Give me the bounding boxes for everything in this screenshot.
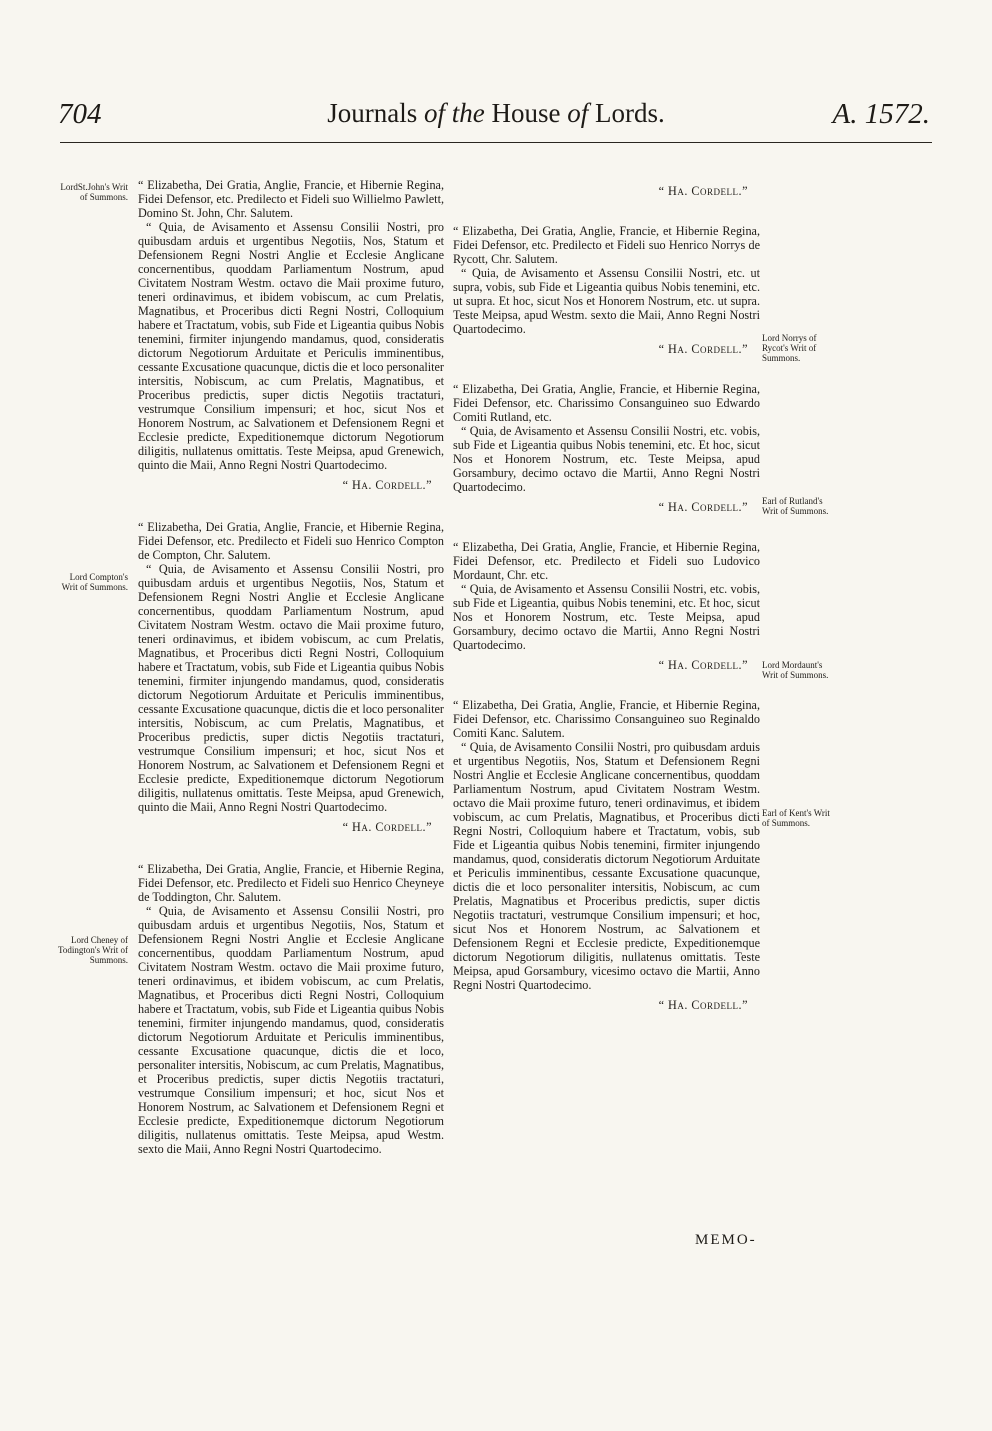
writ-body: “ Quia, de Avisamento et Assensu Consilii Nostri, pro quibusdam arduis et urgentibus Negotiis, Nos, Statum et Defensionem Regni Nostri Anglie et Ecclesie Anglicane concernentibus, quoddam Parliamentum Nostrum, apud Civitatem Nostram Westm. octavo die Maii proxime futuro, teneri ordinavimus, et ibidem vobiscum, ac cum Prelatis, Magnatibus, et Proceribus dicti Regni Nostri, Colloquium habere et Tractatum, vobis, sub Fide et Ligeantia quibus Nobis tenemini, firmiter injungendo mandamus, quod, consideratis dictorum Negotiorum Arduitate et Periculis imminentibus, cessante Excusatione quacunque, dictis die et loco personaliter intersitis, Nobiscum, ac cum Prelatis, Magnatibus, et Proceribus predictis, super dictis Negotiis tractaturi, vestrumque Consilium impensuri; et hoc, sicut Nos et Honorem Nostrum, ac Salvationem et Defensionem Regni et Ecclesie predicte, Expeditionemque dictorum Negotiorum diligitis, nullatenus omittatis. Teste Meipsa, apud Grenewich, quinto die Maii, Anno Regni Nostri Quartodecimo.	[138, 562, 444, 814]
writ-body: “ Quia, de Avisamento et Assensu Consilii Nostri, pro quibusdam arduis et urgentibus Negotiis, Nos, Statum et Defensionem Regni Nostri Anglie et Ecclesie Anglicane concernentibus, quoddam Parliamentum Nostrum, apud Civitatem Nostram Westm. octavo die Maii proxime futuro, teneri ordinavimus, et ibidem vobiscum, ac cum Prelatis, Magnatibus, et Proceribus dicti Regni Nostri, Colloquium habere et Tractatum, vobis, sub Fide et Ligeantia quibus Nobis tenemini, firmiter injungendo mandamus, quod, consideratis dictorum Negotiorum Arduitate et Periculis imminentibus, cessante Excusatione quacunque, dictis die et loco personaliter intersitis, Nobiscum, ac cum Prelatis, Magnatibus, et Proceribus predictis, super dictis Negotiis tractaturi, vestrumque Consilium impensuri; et hoc, sicut Nos et Honorem Nostrum, ac Salvationem et Defensionem Regni et Ecclesie predicte, Expeditionemque dictorum Negotiorum diligitis, nullatenus omittatis. Teste Meipsa, apud Grenewich, quinto die Maii, Anno Regni Nostri Quartodecimo.	[138, 220, 444, 472]
margin-note: Earl of Rutland's Writ of Summons.	[762, 496, 829, 516]
title-word: Journals	[327, 98, 418, 128]
writ-norrys	[453, 224, 760, 356]
writ-signature: “ Ha. Cordell.”	[658, 658, 748, 672]
writ-signature: “ Ha. Cordell.”	[342, 820, 432, 834]
writ-body: “ Quia, de Avisamento et Assensu Consilii Nostri, etc. vobis, sub Fide et Ligeantia quibus Nobis tenemini, etc. Et hoc, sicut Nos et Honorem Nostrum, etc. Teste Meipsa, apud Gorsambury, decimo octavo die Martii, Anno Regni Nostri Quartodecimo.	[453, 424, 760, 494]
title-word: of	[423, 98, 445, 128]
catchword: MEMO-	[695, 1232, 757, 1248]
writ-body: “ Quia, de Avisamento et Assensu Consilii Nostri, etc. vobis, sub Fide et Ligeantia, quibus Nobis tenemini, etc. Et hoc, sicut Nos et Honorem Nostrum, etc. Teste Meipsa, apud Gorsambury, decimo octavo die Martii, Anno Regni Nostri Quartodecimo.	[453, 582, 760, 652]
right-column	[453, 178, 760, 1012]
writ-rutland	[453, 382, 760, 514]
writ-body: “ Quia, de Avisamento et Assensu Consilii Nostri, pro quibusdam arduis et urgentibus Negotiis, Nos, Statum et Defensionem Regni Nostri Anglie et Ecclesie Anglicane concernentibus, quoddam Parliamentum Nostrum, apud Civitatem Nostram Westm. octavo die Maii proxime futuro, teneri ordinavimus, et ibidem vobiscum, ac cum Prelatis, Magnatibus, et Proceribus dicti Regni Nostri, Colloquium habere et Tractatum, vobis, sub Fide et Ligeantia quibus Nobis tenemini, firmiter injungendo mandamus, quod, consideratis dictorum Negotiorum Arduitate et Periculis imminentibus, cessante Excusatione quacunque, dictis die et loco, personaliter intersitis, Nobiscum, ac cum Prelatis, Magnatibus, et Proceribus predictis, super dictis Negotiis tractaturi, vestrumque Consilium impensuri; et hoc, sicut Nos et Honorem Nostrum, ac Salvationem et Defensionem Regni et Ecclesie predicte, Expeditionemque dictorum Negotiorum diligitis, nullatenus omittatis. Teste Meipsa, apud Westm. sexto die Maii, Anno Regni Nostri Quartodecimo.	[138, 904, 444, 1156]
title-word: House	[491, 98, 561, 128]
margin-note: Lord Norrys of Rycot's Writ of Summons.	[762, 333, 817, 363]
writ-signature: “ Ha. Cordell.”	[658, 184, 748, 198]
title-word: the	[451, 98, 485, 128]
writ-signature: “ Ha. Cordell.”	[342, 478, 432, 492]
writ-address: “ Elizabetha, Dei Gratia, Anglie, Francie, et Hibernie Regina, Fidei Defensor, etc. Predilecto et Fideli suo Henrico Cheyneye de Toddington, Chr. Salutem.	[138, 862, 444, 904]
writ-address: “ Elizabetha, Dei Gratia, Anglie, Francie, et Hibernie Regina, Fidei Defensor, etc. Charissimo Consanguineo suo Edwardo Comiti Rutland, etc.	[453, 382, 760, 424]
margin-note: Lord Compton's Writ of Summons.	[61, 572, 128, 592]
writ-body: “ Quia, de Avisamento Consilii Nostri, pro quibusdam arduis et urgentibus Negotiis, Nos, Statum et Defensionem Regni Nostri Anglie et Ecclesie Anglicane concernentibus, quoddam Parliamentum Nostrum, apud Civitatem Nostram Westm. octavo die Maii proxime futuro, teneri ordinavimus, et ibidem vobiscum, ac cum Prelatis, Magnatibus, et Proceribus dicti Regni Nostri, Colloquium habere et Tractatum, vobis, sub Fide et Ligeantia quibus Nobis tenemini, firmiter injungendo mandamus, quod, consideratis dictorum Negotiorum Arduitate et Periculis imminentibus, cessante Excusatione quacunque, dictis die et loco personaliter intersitis, Nobiscum, ac cum Prelatis, Magnatibus et Proceribus predictis, super dictis Negotiis tractaturi, vestrumque Consilium impensuri; et hoc, sicut Nos et Honorem Nostrum, ac Salvationem et Defensionem Regni et Ecclesie predicte, Expeditionemque dictorum Negotiorum diligitis, nullatenus omittatis. Teste Meipsa, apud Gorsambury, vicesimo octavo die Martii, Anno Regni Nostri Quartodecimo.	[453, 740, 760, 992]
writ-cheney	[138, 862, 444, 1156]
title-word: of	[567, 98, 589, 128]
writ-address: “ Elizabetha, Dei Gratia, Anglie, Francie, et Hibernie Regina, Fidei Defensor, etc. Predilecto et Fideli suo Willielmo Pawlett, Domino St. John, Chr. Salutem.	[138, 178, 444, 220]
margin-note: Lord Mordaunt's Writ of Summons.	[762, 660, 829, 680]
writ-body: “ Quia, de Avisamento et Assensu Consilii Nostri, etc. ut supra, vobis, sub Fide et Ligeantia quibus Nobis tenemini, etc. ut supra. Et hoc, sicut Nos et Honorem Nostrum, etc. ut supra. Teste Meipsa, apud Westm. sexto die Maii, Anno Regni Nostri Quartodecimo.	[453, 266, 760, 336]
writ-mordaunt	[453, 540, 760, 672]
writ-signature: “ Ha. Cordell.”	[658, 998, 748, 1012]
margin-note: Lord Cheney of Todington's Writ of Summons.	[58, 935, 128, 965]
writ-signature: “ Ha. Cordell.”	[658, 342, 748, 356]
writ-address: “ Elizabetha, Dei Gratia, Anglie, Francie, et Hibernie Regina, Fidei Defensor, etc. Charissimo Consanguineo suo Reginaldo Comiti Kanc. Salutem.	[453, 698, 760, 740]
writ-kent	[453, 698, 760, 1012]
writ-address: “ Elizabetha, Dei Gratia, Anglie, Francie, et Hibernie Regina, Fidei Defensor, etc. Predilecto et Fideli suo Ludovico Mordaunt, Chr. etc.	[453, 540, 760, 582]
title-word: Lords.	[595, 98, 665, 128]
page-number: 704	[58, 98, 102, 130]
left-column	[138, 178, 444, 1156]
writ-compton	[138, 520, 444, 834]
header-rule	[60, 142, 932, 143]
writ-signature: “ Ha. Cordell.”	[658, 500, 748, 514]
margin-note: LordSt.John's Writ of Summons.	[60, 182, 128, 202]
writ-st-john	[138, 178, 444, 492]
writ-address: “ Elizabetha, Dei Gratia, Anglie, Francie, et Hibernie Regina, Fidei Defensor, etc. Predilecto et Fideli suo Henrico Compton de Compton, Chr. Salutem.	[138, 520, 444, 562]
writ-cheney-continued	[453, 184, 760, 198]
writ-address: “ Elizabetha, Dei Gratia, Anglie, Francie, et Hibernie Regina, Fidei Defensor, etc. Predilecto et Fideli suo Henrico Norrys de Rycott, Chr. Salutem.	[453, 224, 760, 266]
page-year: A. 1572.	[832, 98, 930, 130]
margin-note: Earl of Kent's Writ of Summons.	[762, 808, 830, 828]
